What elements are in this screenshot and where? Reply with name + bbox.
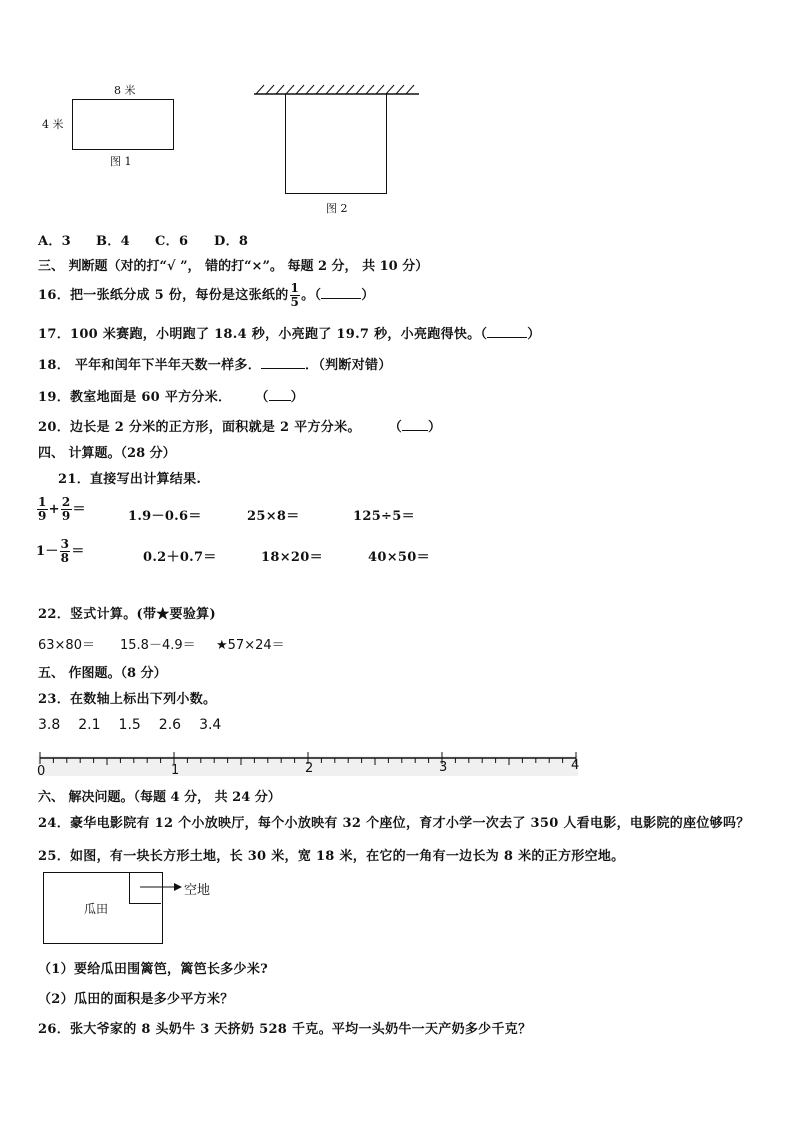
option-a: A．3 [38,234,72,249]
q21-expr-5: 1－ $\frac{3}{8}$ ＝ [36,537,85,565]
axis-label-0: 0 [37,764,46,779]
figure2-rectangle [285,94,387,194]
figure1-caption: 图 1 [110,155,132,168]
q18-answer-blank[interactable] [261,368,305,369]
option-b: B．4 [96,234,130,249]
q21-expr-4: 125÷5＝ [353,509,415,524]
q25-sub2: （2）瓜田的面积是多少平方米？ [38,992,234,1007]
q25-text: 25．如图，有一块长方形土地，长 30 米，宽 18 米，在它的一角有一边长为 8 米的正方形空地。 [38,849,625,864]
q26-text: 26．张大爷家的 8 头奶牛 3 天挤奶 528 千克。平均一头奶牛一天产奶多少千克？ [38,1022,532,1037]
section3-title: 三、 判断题（对的打“√ ”， 错的打“×”。 每题 2 分， 共 10 分） [38,259,429,274]
axis-label-2: 2 [305,761,314,776]
question-18: 18． 平年和闰年下半年天数一样多． ．（判断对错） [38,358,392,373]
q16-tail: 。（ [301,288,322,303]
q22-text: 22．竖式计算。(带★要验算) [38,607,216,622]
q17-text: 17．100 米赛跑，小明跑了 18.4 秒，小亮跑了 19.7 秒，小亮跑得快。（ [38,327,488,342]
q18-text: 18． 平年和闰年下半年天数一样多． [38,358,262,373]
q21-expr-1: $\frac{1}{9}$ + $\frac{2}{9}$ ＝ [38,495,86,523]
q22-expr-1: 63×80＝ [38,638,95,653]
q17-answer-blank[interactable] [487,337,527,338]
arrow-right-icon [140,881,184,893]
q19-text: 19．教室地面是 60 平方分米． [38,390,232,405]
q25-field-label: 瓜田 [84,902,109,916]
figure1-rectangle [72,99,174,150]
q21-expr-7: 18×20＝ [261,550,323,565]
section4-title: 四、 计算题。（28 分） [38,446,176,461]
q20-text: 20．边长是 2 分米的正方形，面积就是 2 平方分米。 [38,420,361,435]
axis-label-1: 1 [171,763,180,778]
axis-label-4: 4 [571,758,580,773]
axis-label-3: 3 [439,760,448,775]
q20-answer-blank[interactable] [402,430,428,431]
option-d: D．8 [214,234,249,249]
question-19: 19．教室地面是 60 平方分米． （ ） [38,390,304,405]
figure2-caption: 图 2 [326,202,348,215]
figure1-left-label: 4 米 [42,118,64,131]
section5-title: 五、 作图题。（8 分） [38,666,167,681]
q25-space-label: 空地 [184,883,211,898]
q24-text: 24．豪华电影院有 12 个小放映厅，每个小放映有 32 个座位，育才小学一次去了 350 人看电影，电影院的座位够吗？ [38,816,750,831]
q25-sub1: （1）要给瓜田围篱笆，篱笆长多少米? [38,962,269,977]
q22-expr-3: ★57×24＝ [216,638,285,653]
option-c: C．6 [155,234,189,249]
q16-fraction: $\frac{1}{5}$ [290,281,300,309]
q21-expr-6: 0.2＋0.7＝ [143,550,217,565]
q16-answer-blank[interactable] [321,298,361,299]
q23-numbers: 3.8 2.1 1.5 2.6 3.4 [38,717,222,733]
q21-expr-2: 1.9－0.6＝ [128,509,202,524]
figure1-top-label: 8 米 [114,84,136,97]
q22-expr-2: 15.8－4.9＝ [120,638,196,653]
question-16: 16．把一张纸分成 5 份，每份是这张纸的 $\frac{1}{5}$ 。（ ） [38,281,375,309]
question-20: 20．边长是 2 分米的正方形，面积就是 2 平方分米。 （ ） [38,420,442,435]
question-17: 17．100 米赛跑，小明跑了 18.4 秒，小亮跑了 19.7 秒，小亮跑得快。（ ） [38,327,541,342]
q19-answer-blank[interactable] [269,400,291,401]
q21-expr-3: 25×8＝ [247,509,300,524]
section6-title: 六、 解决问题。（每题 4 分， 共 24 分） [38,790,281,805]
q21-expr-8: 40×50＝ [368,550,430,565]
q21-text: 21．直接写出计算结果. [58,472,202,487]
q23-text: 23．在数轴上标出下列小数。 [38,692,217,707]
q16-text: 16．把一张纸分成 5 份，每份是这张纸的 [38,288,289,303]
